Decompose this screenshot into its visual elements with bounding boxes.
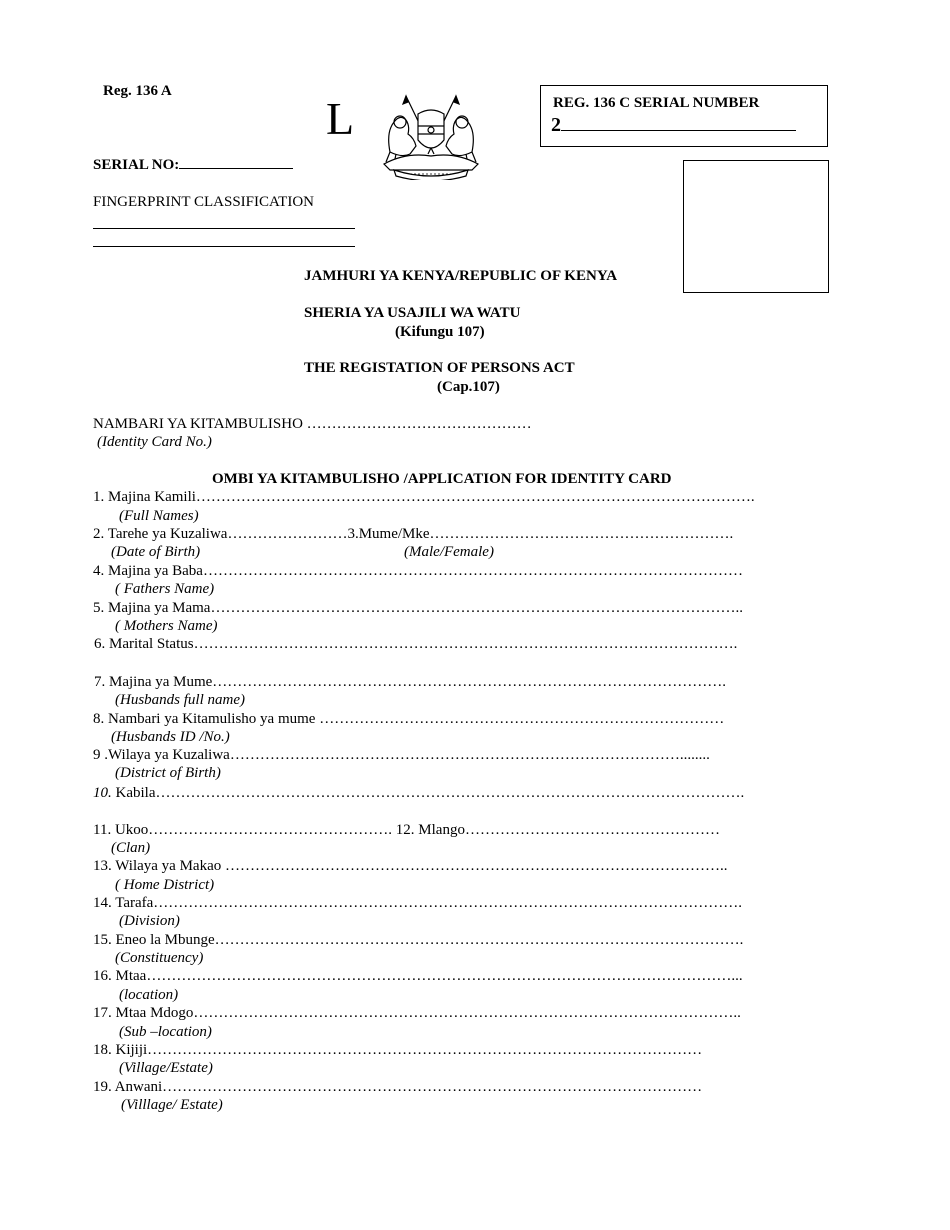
field-tribe[interactable] <box>93 785 744 802</box>
field-husbands-id-translation: (Husbands ID /No.) <box>111 729 230 745</box>
serial-number-box <box>540 85 828 147</box>
fingerprint-line-1[interactable] <box>93 228 355 229</box>
field-district-of-birth[interactable]: 9 .Wilaya ya Kuzaliwa………………………………………………………………………………........ <box>93 747 710 763</box>
field-mothers-name-translation: ( Mothers Name) <box>115 618 218 634</box>
field-marital-status[interactable]: 6. Marital Status………………………………………………………………………………………………. <box>94 636 738 652</box>
field-full-names[interactable]: 1. Majina Kamili…………………………………………………………………………………………………. <box>93 489 755 505</box>
field-fathers-name[interactable]: 4. Majina ya Baba……………………………………………………………………………………………… <box>93 563 743 579</box>
field-clan-and-gate[interactable]: 11. Ukoo…………………………………………. 12. Mlango…………………………………………… <box>93 822 720 838</box>
field-location[interactable]: 16. Mtaa………………………………………………………………………………………………………... <box>93 968 743 984</box>
field-address-translation: (Villlage/ Estate) <box>121 1097 223 1113</box>
serial-box-title: REG. 136 C SERIAL NUMBER <box>553 95 760 111</box>
serial-no-field[interactable] <box>179 168 293 169</box>
field-village[interactable]: 18. Kijiji………………………………………………………………………………………………… <box>93 1042 703 1058</box>
fingerprint-line-2[interactable] <box>93 246 355 247</box>
title-kifungu: (Kifungu 107) <box>395 324 485 340</box>
field-district-of-birth-translation: (District of Birth) <box>115 765 221 781</box>
field-fathers-name-translation: ( Fathers Name) <box>115 581 215 597</box>
title-act: THE REGISTATION OF PERSONS ACT <box>304 360 575 376</box>
field-husbands-name-translation: (Husbands full name) <box>115 692 245 708</box>
field-sub-location-translation: (Sub –location) <box>119 1024 212 1040</box>
field-division-translation: (Division) <box>119 913 180 929</box>
fingerprint-label: FINGERPRINT CLASSIFICATION <box>93 194 315 210</box>
title-sheria: SHERIA YA USAJILI WA WATU <box>304 305 521 321</box>
field-tribe-line: Kabila………………………………………………………………………………………………………. <box>111 785 745 801</box>
field-home-district-translation: ( Home District) <box>115 877 215 893</box>
field-constituency-translation: (Constituency) <box>115 950 204 966</box>
application-title: OMBI YA KITAMBULISHO /APPLICATION FOR IDENTITY CARD <box>212 471 672 487</box>
field-clan-translation: (Clan) <box>111 840 151 856</box>
title-cap: (Cap.107) <box>437 379 500 395</box>
field-home-district[interactable]: 13. Wilaya ya Makao ……………………………………………………………………………………….. <box>93 858 728 874</box>
field-date-of-birth-and-sex[interactable]: 2. Tarehe ya Kuzaliwa……………………3.Mume/Mke……………………………………………………. <box>93 526 734 542</box>
serial-number-field[interactable] <box>561 130 796 131</box>
field-village-translation: (Village/Estate) <box>119 1060 213 1076</box>
field-tribe-number: 10. <box>93 785 112 801</box>
field-constituency[interactable]: 15. Eneo la Mbunge……………………………………………………………………………………………. <box>93 932 744 948</box>
serial-no-label: SERIAL NO: <box>93 157 180 173</box>
reg-label: Reg. 136 A <box>103 83 172 99</box>
field-sex-translation: (Male/Female) <box>404 544 494 560</box>
form-letter: L <box>326 93 355 144</box>
field-date-of-birth-translation: (Date of Birth) <box>111 544 201 560</box>
title-republic: JAMHURI YA KENYA/REPUBLIC OF KENYA <box>304 268 618 284</box>
field-husbands-id[interactable]: 8. Nambari ya Kitamulisho ya mume ……………………………………………………………………… <box>93 711 725 727</box>
field-division[interactable]: 14. Tarafa………………………………………………………………………………………………………. <box>93 895 743 911</box>
field-location-translation: (location) <box>119 987 179 1003</box>
id-number-translation: (Identity Card No.) <box>97 434 212 450</box>
serial-box-prefix: 2 <box>551 114 561 136</box>
field-address[interactable]: 19. Anwani……………………………………………………………………………………………… <box>93 1079 703 1095</box>
field-mothers-name[interactable]: 5. Majina ya Mama…………………………………………………………………………………………….. <box>93 600 743 616</box>
field-sub-location[interactable]: 17. Mtaa Mdogo……………………………………………………………………………………………….. <box>93 1005 741 1021</box>
id-number-label: NAMBARI YA KITAMBULISHO ……………………………………… <box>93 416 532 432</box>
field-full-names-translation: (Full Names) <box>119 508 199 524</box>
coat-of-arms-emblem <box>376 92 486 180</box>
photo-box <box>683 160 829 293</box>
field-husbands-name[interactable]: 7. Majina ya Mume…………………………………………………………………………………………. <box>94 674 727 690</box>
